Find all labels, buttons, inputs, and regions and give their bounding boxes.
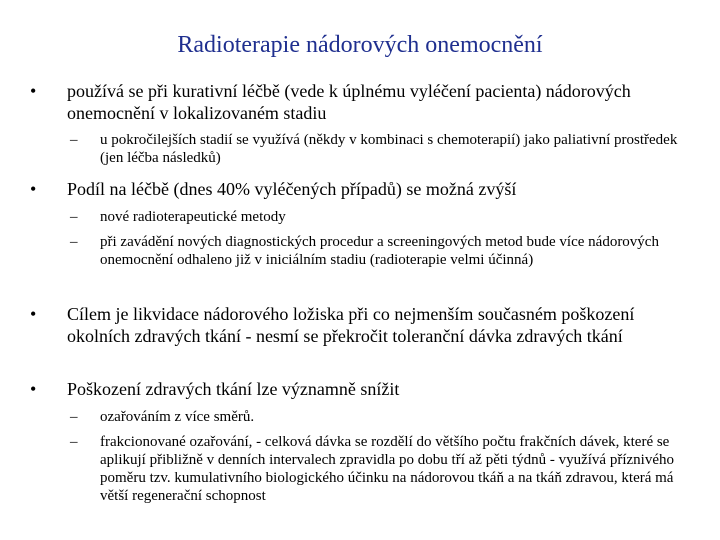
bullet-item	[30, 178, 690, 200]
bullet-marker: •	[30, 379, 37, 399]
bullet-text: Poškození zdravých tkání lze významně snížit	[67, 379, 400, 399]
sub-text: při zavádění nových diagnostických procedur a screeningových metod bude více nádorových onemocnění odhaleno již v iniciálním stadiu (radioterapie velmi účinná)	[100, 234, 659, 268]
sub-text: u pokročilejších stadií se využívá (někdy v kombinaci s chemoterapií) jako paliativní prostředek (jen léčba následků)	[100, 132, 678, 166]
bullet-marker: •	[30, 179, 37, 199]
sub-item	[70, 233, 690, 269]
bullet-text: Cílem je likvidace nádorového ložiska při co nejmenším současném poškození okolních zdravých tkání - nesmí se překročit toleranční dávka zdravých tkání	[67, 304, 635, 346]
sub-marker: –	[70, 409, 78, 425]
sub-marker: –	[70, 234, 78, 250]
bullet-item	[30, 303, 690, 347]
bullet-text: používá se při kurativní léčbě (vede k úplnému vyléčení pacienta) nádorových onemocnění v lokalizovaném stadiu	[67, 81, 631, 123]
bullet-item	[30, 378, 690, 400]
bullet-item	[30, 80, 690, 124]
sub-marker: –	[70, 132, 78, 148]
sub-marker: –	[70, 434, 78, 450]
sub-text: nové radioterapeutické metody	[100, 209, 286, 225]
sub-marker: –	[70, 209, 78, 225]
sub-item	[70, 208, 690, 226]
sub-text: ozařováním z více směrů.	[100, 409, 255, 425]
bullet-marker: •	[30, 304, 37, 324]
bullet-marker: •	[30, 81, 37, 101]
sub-item	[70, 408, 690, 426]
sub-item	[70, 433, 690, 505]
bullet-text: Podíl na léčbě (dnes 40% vyléčených případů) se možná zvýší	[67, 179, 517, 199]
slide-title: Radioterapie nádorových onemocnění	[177, 32, 543, 58]
sub-text: frakcionované ozařování, - celková dávka se rozdělí do většího počtu frakčních dávek, které se aplikují přibližně v denních intervalech zpravidla po dobu tří až pěti týdnů - využívá příznivého poměru tzv. kumulativního biologického účinku na nádorovou tkáň a na tkáň zdravou, která má větší regenerační schopnost	[100, 434, 674, 504]
sub-item	[70, 131, 690, 167]
